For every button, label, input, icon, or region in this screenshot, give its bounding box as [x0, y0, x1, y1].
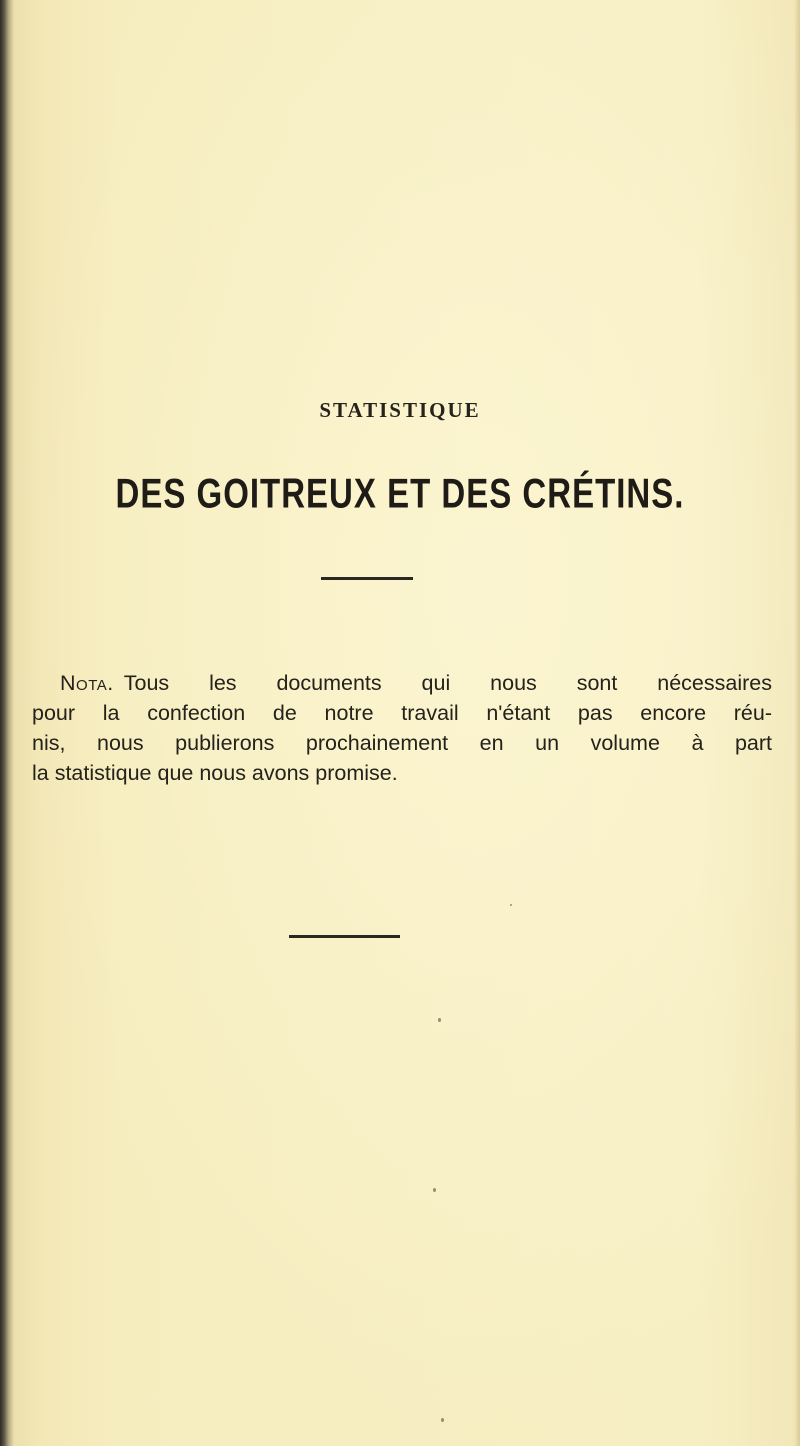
nota-label: Nota.	[60, 671, 114, 695]
nota-line-1	[32, 668, 772, 698]
separator-rule-bottom	[289, 935, 400, 938]
nota-line-4: la statistique que nous avons promise.	[32, 761, 398, 785]
page-edge-shadow	[794, 0, 800, 1446]
paper-speck	[438, 1018, 441, 1022]
nota-line-3: nis, nous publierons prochainement en un volume à part	[32, 731, 772, 755]
separator-rule-top	[321, 577, 413, 580]
nota-line-2: pour la confection de notre travail n'étant pas encore réu-	[32, 701, 772, 725]
nota-paragraph	[32, 668, 772, 788]
title-line-1: STATISTIQUE	[319, 398, 481, 422]
paper-speck	[433, 1188, 436, 1192]
nota-line-1-text: Tous les documents qui nous sont nécessaires	[123, 671, 772, 695]
paper-speck	[510, 904, 512, 906]
title-line-2: DES GOITREUX ET DES CRÉTINS.	[115, 470, 685, 517]
paper-speck	[441, 1418, 444, 1422]
book-spine-shadow	[0, 0, 14, 1446]
